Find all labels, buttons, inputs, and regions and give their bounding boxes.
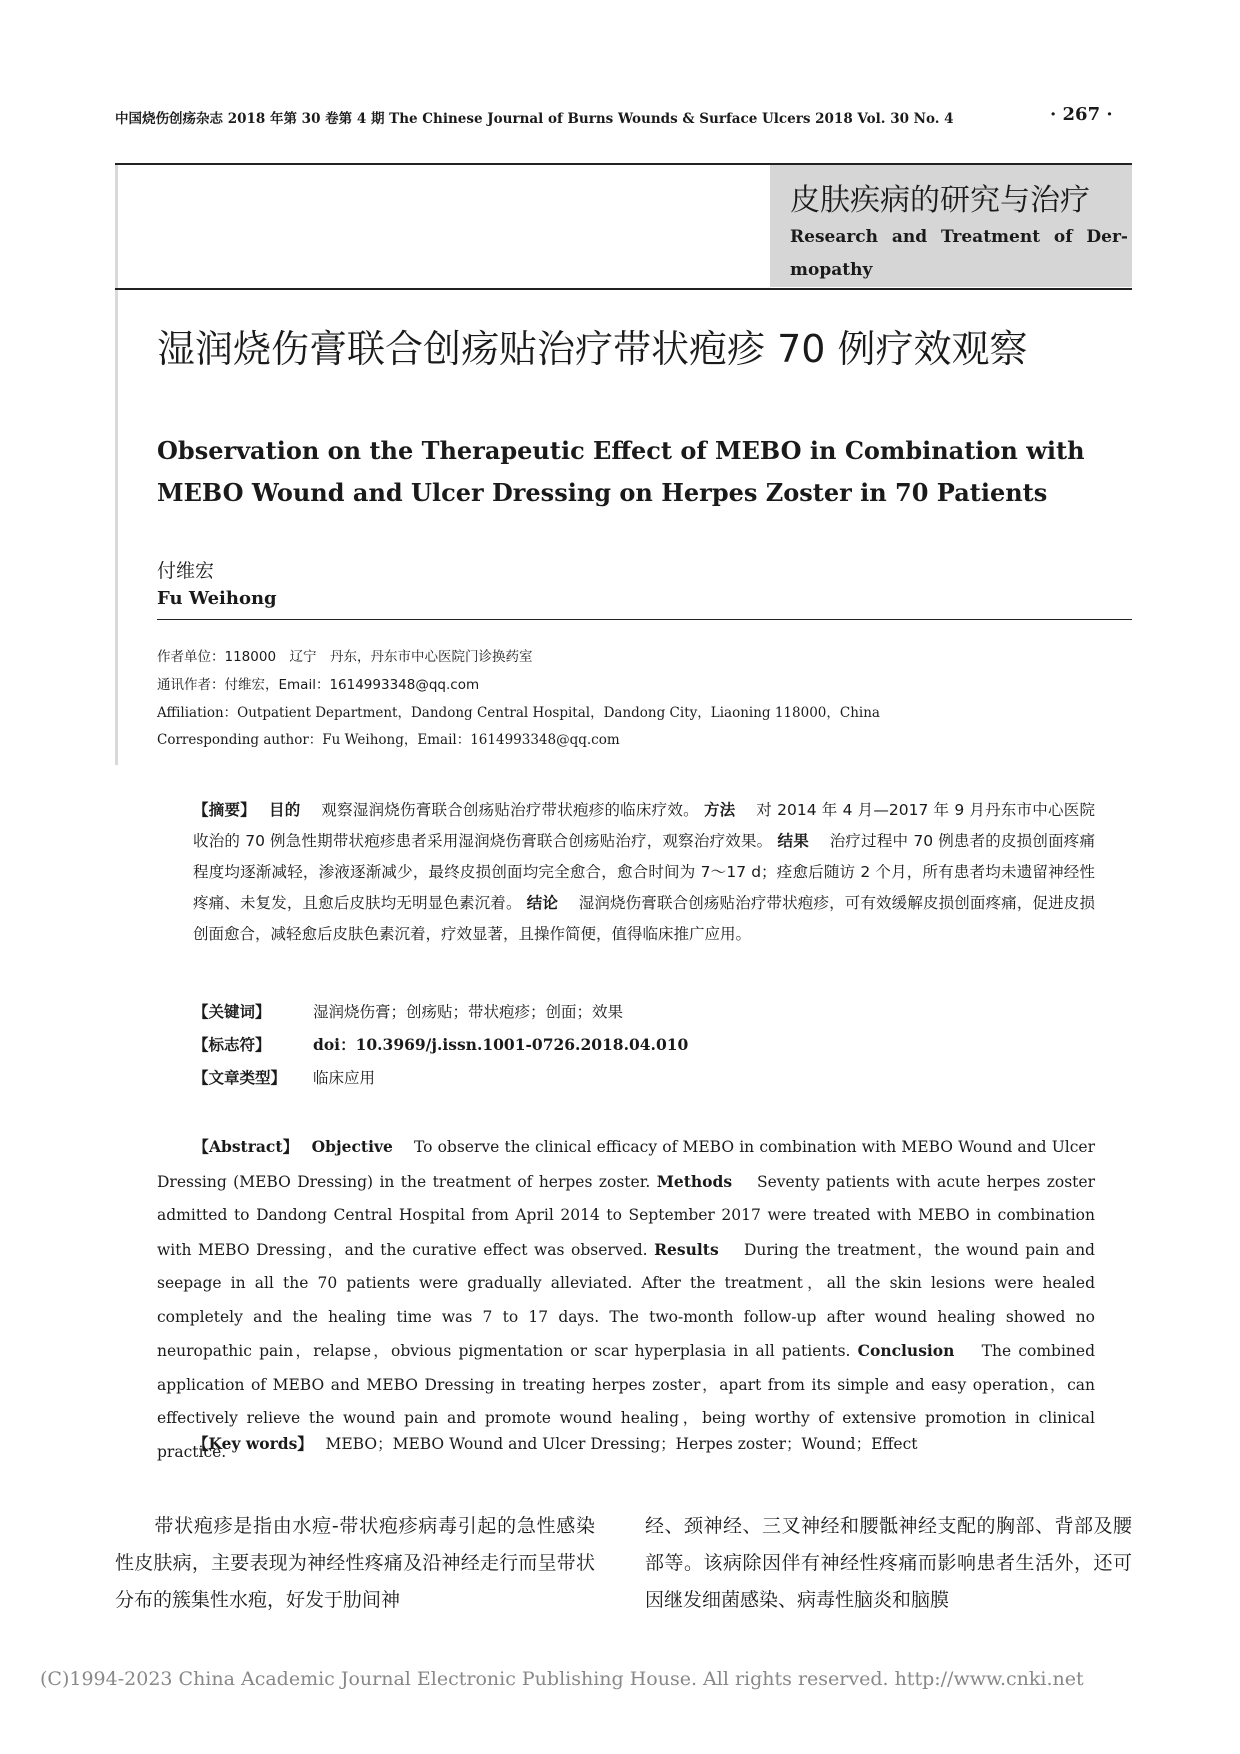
- affiliation-cn: [157, 645, 533, 665]
- corresponding-en-label: Corresponding author：: [157, 732, 323, 748]
- section-title-en: Research and Treatment of Der-mopathy: [790, 227, 1128, 280]
- abstract-en: [157, 1130, 1095, 1469]
- abstract-cn-methods-label: 方法: [703, 801, 736, 819]
- abstract-en-methods-label: Methods: [656, 1171, 733, 1191]
- section-rule: [115, 288, 1132, 290]
- corresponding-cn-label: 通讯作者：: [157, 677, 225, 693]
- abstract-en-conclusion-label: Conclusion: [857, 1341, 955, 1360]
- abstract-cn-conclusion: 湿润烧伤膏联合创疡贴治疗带状疱疹，可有效缓解皮损创面疼痛，促进皮损创面愈合，减轻愈后皮肤色素沉着，疗效显著，且操作简便，值得临床推广应用。: [193, 894, 1095, 943]
- keywords-cn-value: 湿润烧伤膏；创疡贴；带状疱疹；创面；效果: [313, 1003, 624, 1021]
- keywords-cn-label: 【关键词】: [193, 1003, 271, 1021]
- abstract-cn-objective-label: 目的: [269, 801, 301, 819]
- article-type-label: 【文章类型】: [193, 1069, 287, 1087]
- corresponding-en-value: Fu Weihong，Email：1614993348@qq.com: [322, 732, 620, 748]
- abstract-en-methods: Seventy patients with acute herpes zoster admitted to Dandong Central Hospital from April 2014 to September 2017 were treated with MEBO in combination with MEBO Dressing，and the curative effect was observed.: [157, 1172, 1095, 1259]
- body-column-right: 经、颈神经、三叉神经和腰骶神经支配的胸部、背部及腰部等。该病除因伴有神经性疼痛而影响患者生活外，还可因继发细菌感染、病毒性脑炎和脑膜: [645, 1515, 1132, 1611]
- keywords-en-value: MEBO；MEBO Wound and Ulcer Dressing；Herpes zoster；Wound；Effect: [325, 1435, 918, 1453]
- article-title-en: Observation on the Therapeutic Effect of MEBO in Combination with MEBO Wound and Ulcer Dressing on Herpes Zoster in 70 Patients: [157, 436, 1085, 507]
- abstract-en-conclusion: The combined application of MEBO and MEBO Dressing in treating herpes zoster，apart from its simple and easy operation，can effectively relieve the wound pain and promote wound healing，being worthy of extensive promotion in clinical practice.: [157, 1342, 1095, 1461]
- affiliation-en: [157, 701, 880, 721]
- page-number: · 267 ·: [1050, 104, 1113, 125]
- corresponding-en: [157, 728, 620, 748]
- corresponding-cn-value: 付维宏，Email：1614993348@qq.com: [224, 677, 480, 693]
- abstract-cn-conclusion-label: 结论: [526, 894, 558, 912]
- author-cn: 付维宏: [157, 560, 215, 582]
- article-type-line: [193, 1066, 375, 1088]
- affiliation-cn-value: 118000 辽宁 丹东，丹东市中心医院门诊换药室: [224, 649, 533, 665]
- section-title-cn: 皮肤疾病的研究与治疗: [790, 183, 1090, 218]
- author-rule: [157, 619, 1132, 620]
- abstract-cn-objective: 观察湿润烧伤膏联合创疡贴治疗带状疱疹的临床疗效。: [321, 801, 699, 819]
- doi-line: [193, 1033, 688, 1055]
- copyright-footer: (C)1994-2023 China Academic Journal Electronic Publishing House. All rights reserved. http://www.cnki.net: [40, 1668, 1084, 1690]
- affiliation-en-label: Affiliation：: [157, 705, 238, 721]
- abstract-cn-results-label: 结果: [777, 832, 809, 850]
- affiliation-en-value: Outpatient Department，Dandong Central Hospital，Dandong City，Liaoning 118000，China: [237, 705, 880, 721]
- abstract-cn-methods: 对 2014 年 4 月—2017 年 9 月丹东市中心医院收治的 70 例急性期带状疱疹患者采用湿润烧伤膏联合创疡贴治疗，观察治疗效果。: [193, 801, 1095, 850]
- abstract-en-objective: To observe the clinical efficacy of MEBO in combination with MEBO Wound and Ulcer Dressing (MEBO Dressing) in the treatment of herpes zoster.: [157, 1138, 1095, 1191]
- body-column-left: 带状疱疹是指由水痘-带状疱疹病毒引起的急性感染性皮肤病，主要表现为神经性疼痛及沿神经走行而呈带状分布的簇集性水疱，好发于肋间神: [115, 1515, 595, 1611]
- doi-value: doi：10.3969/j.issn.1001-0726.2018.04.010: [313, 1035, 689, 1054]
- affiliation-cn-label: 作者单位：: [157, 649, 225, 665]
- abstract-en-results: During the treatment，the wound pain and seepage in all the 70 patients were gradually alleviated. After the treatment，all the skin lesions were healed completely and the healing time was 7 to 17 days. The two-month follow-up after wound healing showed no neuropathic pain，relapse，obvious pigmentation or scar hyperplasia in all patients.: [157, 1240, 1095, 1360]
- author-en: Fu Weihong: [157, 588, 277, 609]
- article-type-value: 临床应用: [313, 1069, 376, 1087]
- abstract-en-label: 【Abstract】: [193, 1137, 291, 1156]
- abstract-cn-label: 【摘要】: [193, 801, 249, 819]
- running-head: 中国烧伤创疡杂志 2018 年第 30 卷第 4 期 The Chinese Journal of Burns Wounds & Surface Ulcers 2018 Vol. 30 No. 4: [115, 111, 954, 127]
- abstract-cn-results: 治疗过程中 70 例患者的皮损创面疼痛程度均逐渐减轻，渗液逐渐减少，最终皮损创面均完全愈合，愈合时间为 7～17 d；痊愈后随访 2 个月，所有患者均未遗留神经性疼痛、未复发，且愈后皮肤均无明显色素沉着。: [193, 832, 1095, 912]
- doi-label: 【标志符】: [193, 1036, 271, 1054]
- abstract-en-results-label: Results: [654, 1239, 719, 1259]
- left-margin-bar: [115, 165, 118, 765]
- keywords-en-label: 【Key words】: [193, 1434, 306, 1453]
- corresponding-cn: [157, 673, 479, 693]
- keywords-cn: [193, 1000, 623, 1022]
- article-title-cn: 湿润烧伤膏联合创疡贴治疗带状疱疹 70 例疗效观察: [157, 327, 1028, 371]
- abstract-en-objective-label: Objective: [311, 1137, 393, 1156]
- keywords-en: [193, 1432, 918, 1454]
- abstract-cn: [193, 795, 1095, 950]
